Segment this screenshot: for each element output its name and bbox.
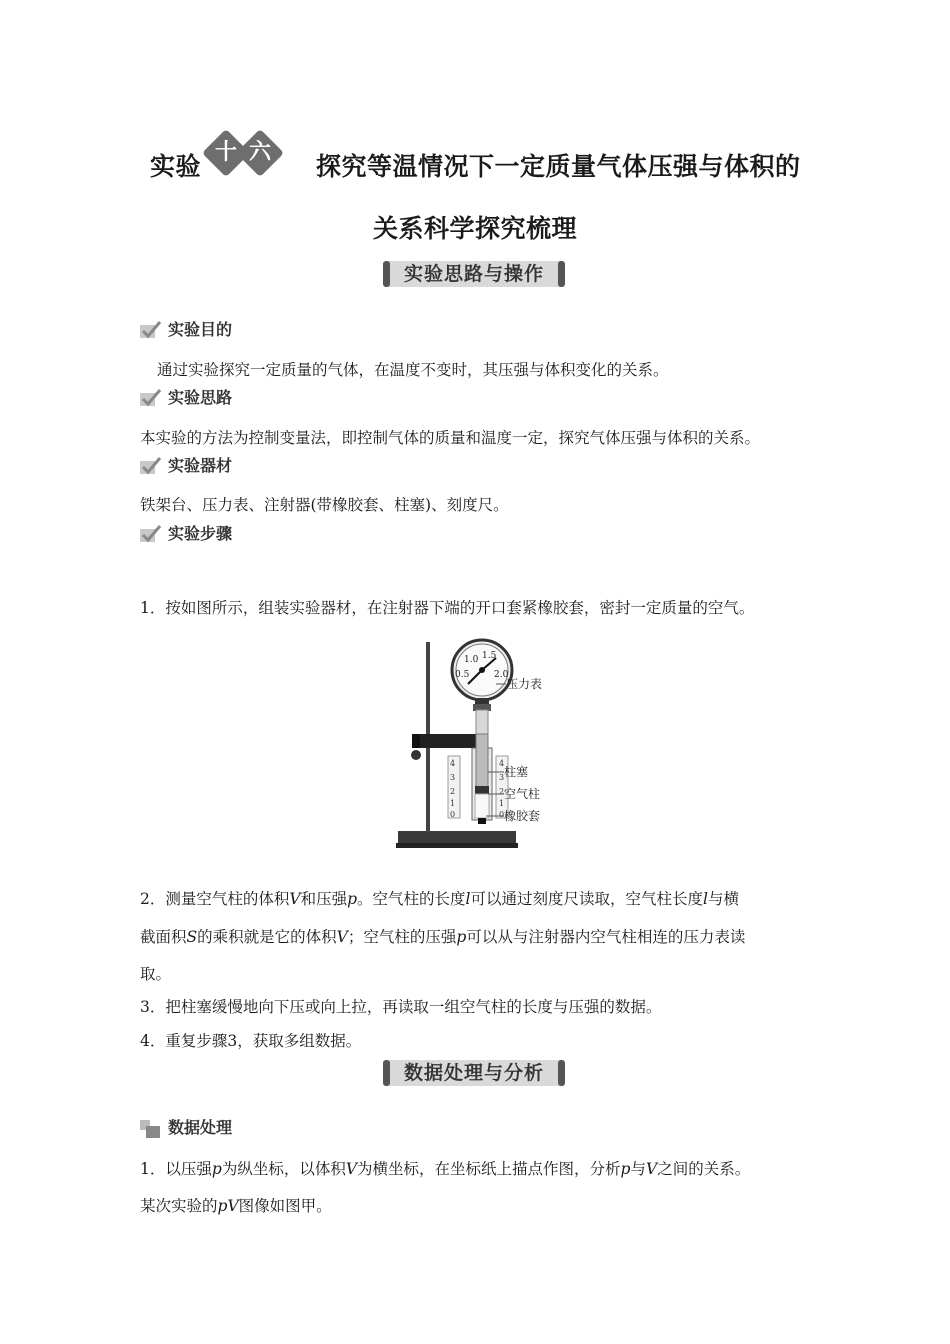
checkmark-icon [140, 388, 162, 408]
gauge-tick-4: 2.0 [494, 670, 509, 680]
scale-tick-4: 4 [450, 759, 456, 768]
rubber-cap [478, 818, 486, 824]
equipment-text: 铁架台、压力表、注射器(带橡胶套、柱塞)、刻度尺。 [140, 496, 509, 514]
heading-steps [140, 523, 232, 545]
step-2-line-3: 取。 [140, 965, 172, 983]
data-processing-line-2: 某次实验的pV图像如图甲。 [140, 1197, 332, 1215]
gauge-tick-1: 1.0 [464, 655, 479, 665]
heading-data-processing-text: 数据处理 [168, 1118, 233, 1137]
scale-tick-0: 0 [450, 810, 456, 819]
checkmark-icon [140, 456, 162, 476]
heading-idea-text: 实验思路 [168, 388, 233, 407]
gauge-tick-3: 0.5 [455, 670, 470, 680]
heading-equipment-text: 实验器材 [168, 456, 233, 475]
scale-tick-r0: 0 [499, 810, 505, 819]
section-banner-data-analysis: 数据处理与分析 [383, 1060, 565, 1086]
label-rubber-cap: 橡胶套 [504, 809, 541, 823]
step-2-line-2: 截面积S的乘积就是它的体积V；空气柱的压强p可以从与注射器内空气柱相连的压力表读 [140, 928, 746, 946]
squares-icon [140, 1118, 162, 1138]
heading-equipment [140, 455, 232, 477]
idea-text: 本实验的方法为控制变量法，即控制气体的质量和温度一定，探究气体压强与体积的关系。 [140, 429, 761, 447]
checkmark-icon [140, 320, 162, 340]
purpose-text: 通过实验探究一定质量的气体，在温度不变时，其压强与体积变化的关系。 [157, 361, 669, 379]
heading-steps-text: 实验步骤 [168, 524, 233, 543]
label-pressure-gauge: 压力表 [506, 677, 543, 691]
scale-tick-r3: 3 [499, 773, 505, 782]
heading-data-processing [140, 1117, 232, 1139]
gauge-tick-2: 1.5 [482, 651, 497, 661]
heading-purpose-text: 实验目的 [168, 320, 233, 339]
step-3: 3．把柱塞缓慢地向下压或向上拉，再读取一组空气柱的长度与压强的数据。 [140, 998, 662, 1016]
title-line-2: 关系科学探究梳理 [372, 214, 577, 243]
checkmark-icon [140, 524, 162, 544]
scale-tick-r2: 2 [499, 787, 505, 796]
heading-purpose [140, 319, 232, 341]
label-plunger: 柱塞 [504, 765, 529, 779]
title-line-1: 探究等温情况下一定质量气体压强与体积的 [316, 152, 801, 181]
step-2-line-1: 2．测量空气柱的体积V和压强p。空气柱的长度l可以通过刻度尺读取，空气柱长度l与横 [140, 890, 740, 908]
section-banner-idea-operation: 实验思路与操作 [383, 261, 565, 287]
experiment-number-badge [202, 128, 292, 178]
badge-char-2: 六 [248, 140, 271, 165]
label-air-column: 空气柱 [504, 787, 541, 801]
heading-idea [140, 387, 232, 409]
step-1: 1．按如图所示，组装实验器材，在注射器下端的开口套紧橡胶套，密封一定质量的空气。 [140, 599, 755, 617]
data-processing-line-1: 1．以压强p为纵坐标，以体积V为横坐标，在坐标纸上描点作图，分析p与V之间的关系。 [140, 1160, 751, 1178]
step-4: 4．重复步骤3，获取多组数据。 [140, 1032, 362, 1050]
scale-tick-r4: 4 [499, 759, 505, 768]
plunger [476, 734, 488, 790]
scale-tick-2: 2 [450, 787, 456, 796]
scale-tick-3: 3 [450, 773, 456, 782]
scale-tick-r1: 1 [499, 799, 505, 808]
badge-char-1: 十 [214, 140, 237, 165]
scale-tick-1: 1 [450, 799, 456, 808]
title-prefix: 实验 [150, 152, 202, 181]
apparatus-figure [396, 638, 556, 856]
